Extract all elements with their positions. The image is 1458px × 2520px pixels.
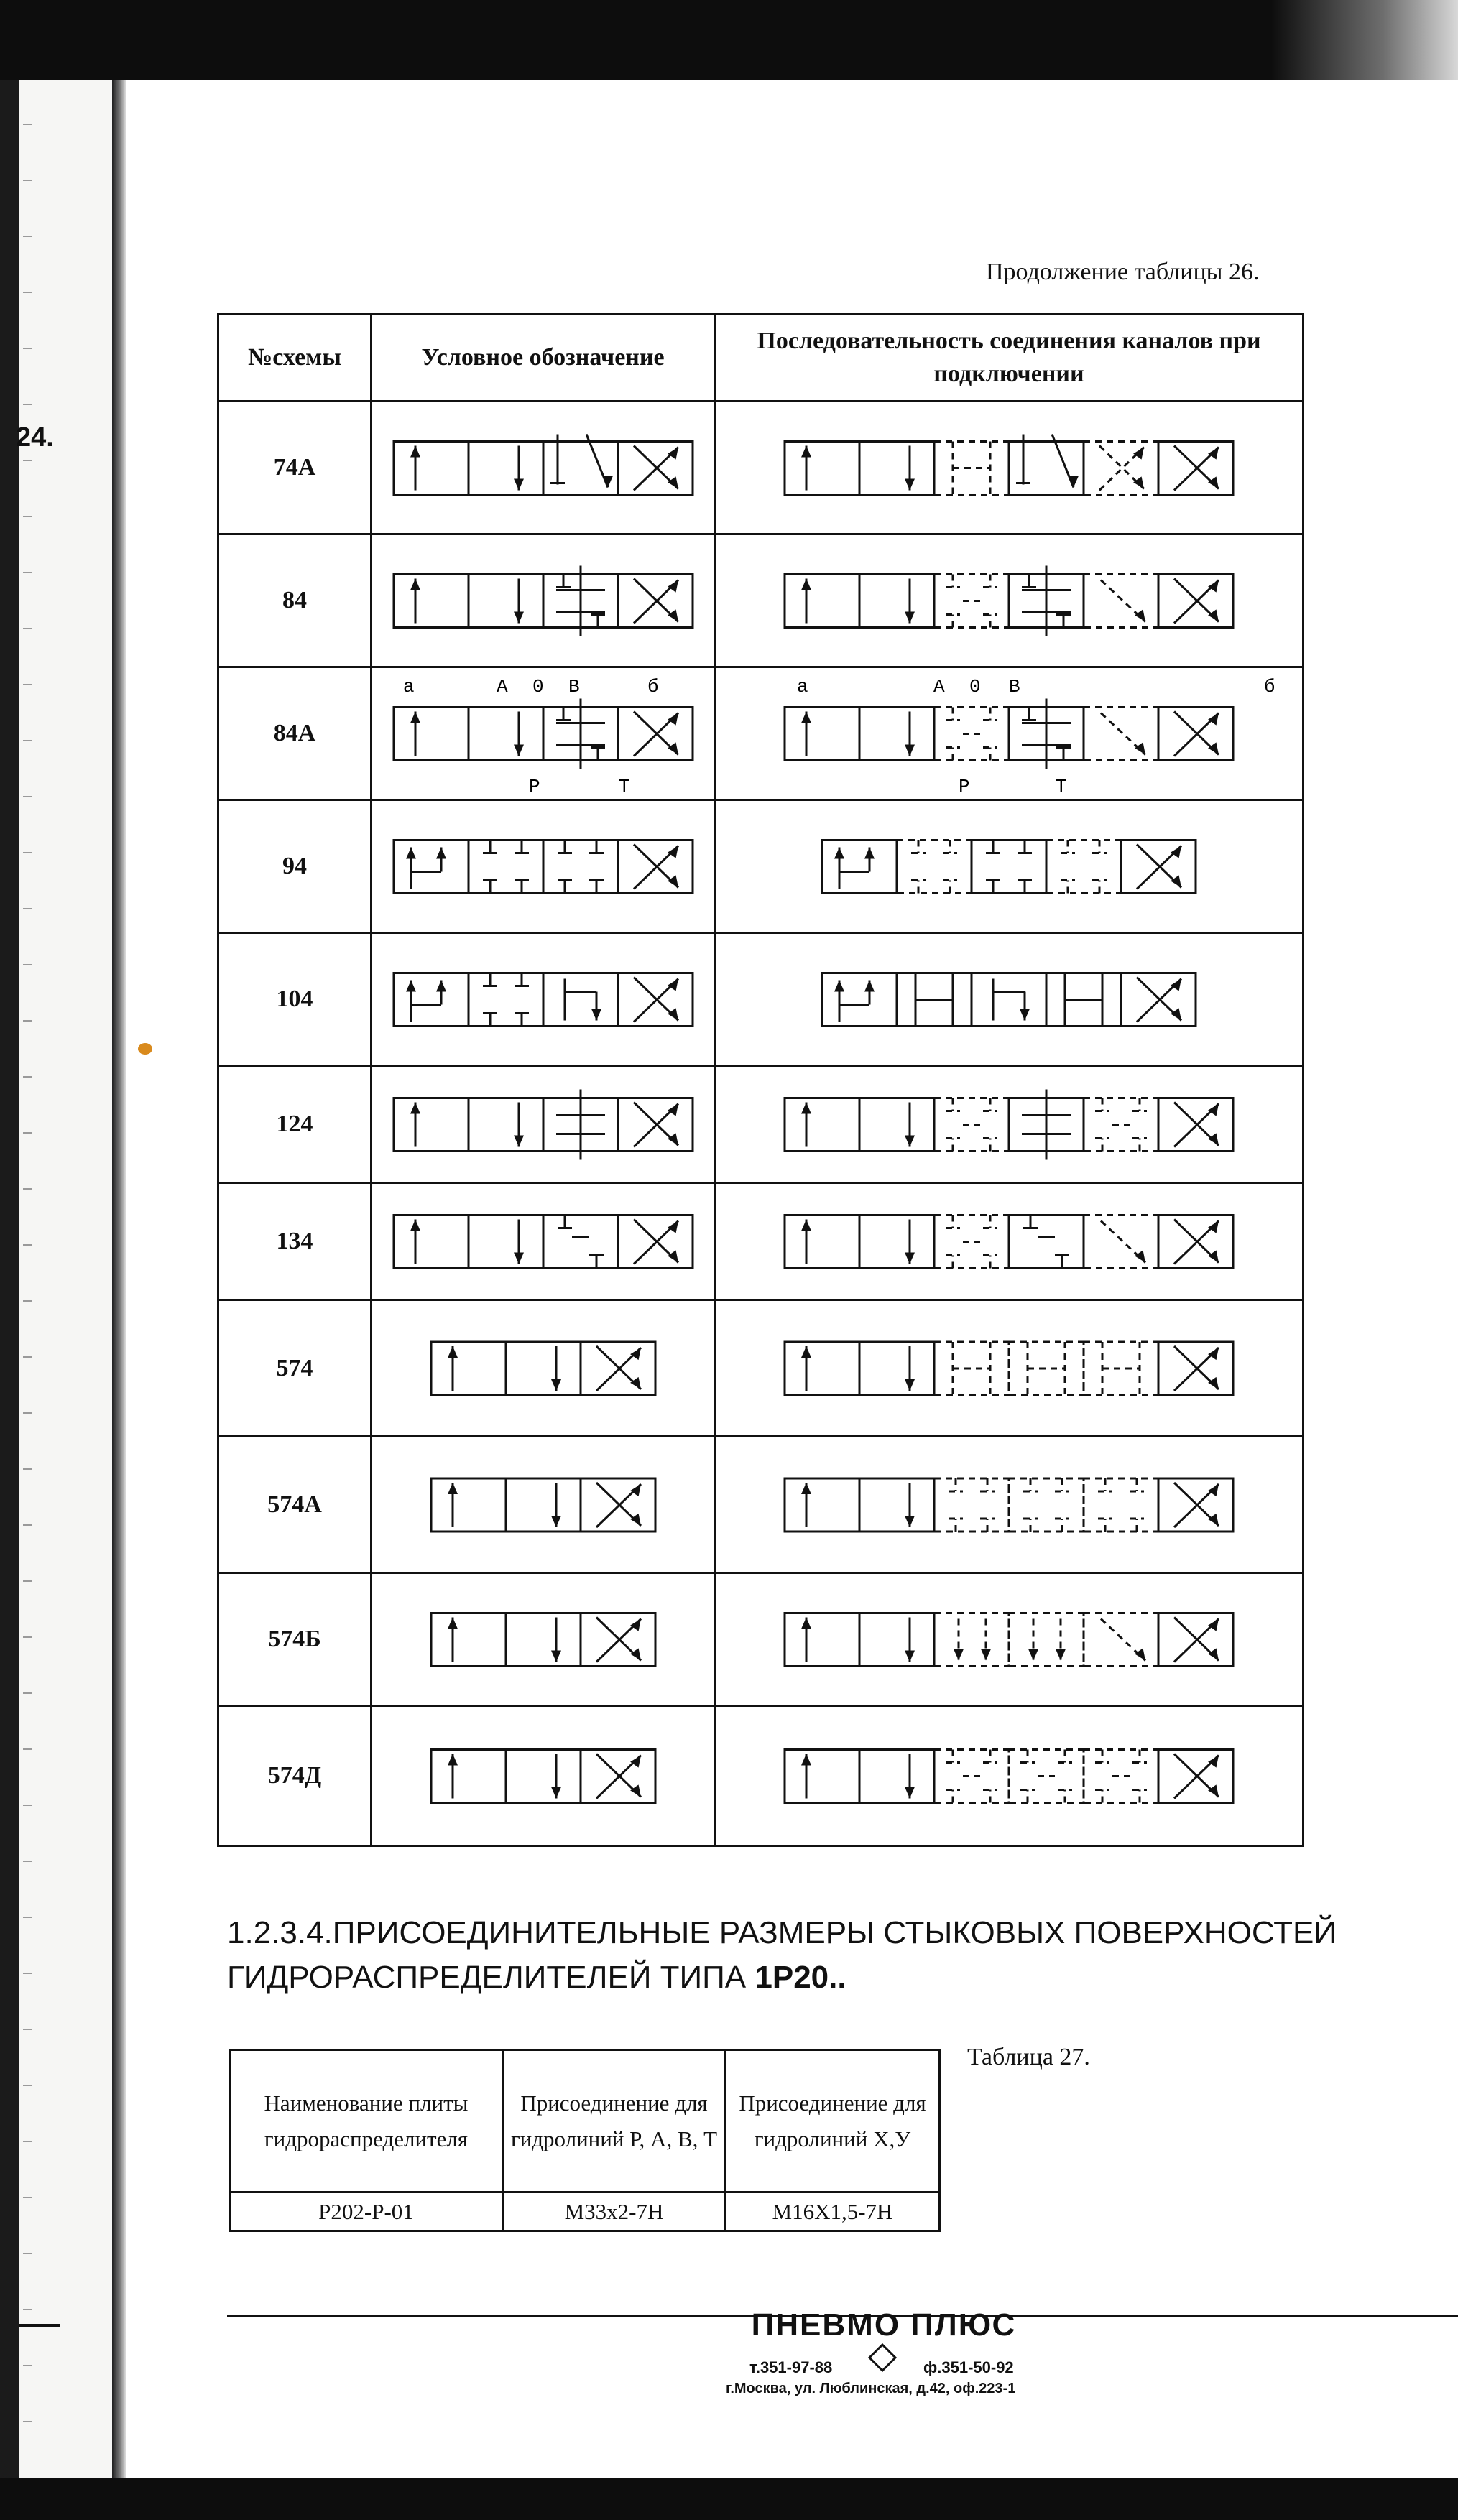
adjacent-page-rule [19, 2324, 60, 2327]
scheme-number: 134 [218, 1183, 372, 1300]
channel-sequence-diagram [718, 1710, 1300, 1842]
table-row [218, 1573, 1304, 1706]
adjacent-page-label: 24. [16, 422, 54, 453]
page-tick [23, 292, 32, 293]
page-tick [23, 628, 32, 629]
scheme-number: 84А [218, 667, 372, 800]
port-label: 0 [969, 675, 981, 698]
channel-sequence-diagram [718, 1187, 1300, 1296]
scheme-symbol [372, 1183, 715, 1300]
table-26 [217, 313, 1304, 1847]
page-tick [23, 1300, 32, 1302]
book-gutter [112, 80, 126, 2478]
port-label: А [933, 675, 945, 698]
page-tick [23, 1748, 32, 1750]
page-tick [23, 1805, 32, 1806]
table-row [218, 667, 1304, 800]
scan-top-border [0, 0, 1458, 80]
page-tick [23, 1580, 32, 1582]
page-tick [23, 2085, 32, 2086]
section-title-line2 [227, 1955, 1348, 2000]
channel-sequence-diagram [718, 672, 1300, 796]
channel-sequence [715, 933, 1304, 1066]
scheme-symbol [372, 534, 715, 667]
channel-sequence [715, 402, 1304, 534]
valve-symbol-diagram [374, 1187, 712, 1296]
table-row [218, 1183, 1304, 1300]
page-tick [23, 1356, 32, 1358]
page-tick [23, 1524, 32, 1526]
page-tick [23, 1861, 32, 1862]
valve-symbol-diagram [374, 1578, 712, 1702]
footer-address: г.Москва, ул. Люблинская, д.42, оф.223-1 [726, 2381, 1016, 2396]
channel-sequence-diagram [718, 406, 1300, 530]
page-tick [23, 2309, 32, 2310]
header-channel-sequence: Последовательность соединения каналов при подключении [715, 315, 1304, 402]
page-tick [23, 348, 32, 349]
section-title-line1: 1.2.3.4.ПРИСОЕДИНИТЕЛЬНЫЕ РАЗМЕРЫ СТЫКОВЫХ ПОВЕРХНОСТЕЙ [227, 1915, 1337, 1950]
scheme-symbol [372, 1300, 715, 1437]
page-tick [23, 2421, 32, 2422]
channel-sequence [715, 1437, 1304, 1573]
scheme-number: 94 [218, 800, 372, 933]
t27-cell-plate: Р202-Р-01 [230, 2192, 503, 2231]
page-tick [23, 236, 32, 237]
channel-sequence-diagram [718, 1578, 1300, 1702]
page-tick [23, 1692, 32, 1694]
scheme-number: 574Д [218, 1706, 372, 1846]
channel-sequence-diagram [718, 1070, 1300, 1179]
footer-phone: т.351-97-88 [749, 2358, 833, 2376]
scheme-symbol [372, 933, 715, 1066]
t27-cell-xy: М16Х1,5-7Н [726, 2192, 940, 2231]
scan-spot [138, 1043, 152, 1055]
page-tick [23, 684, 32, 685]
port-label: А [496, 675, 508, 698]
page-tick [23, 1076, 32, 1078]
valve-symbol-diagram [374, 1305, 712, 1432]
company-logo: ПНЕВМО ПЛЮС [751, 2307, 1017, 2343]
port-label: Р [528, 775, 540, 796]
channel-sequence-diagram [718, 937, 1300, 1062]
page-tick [23, 1973, 32, 1974]
table-row [218, 800, 1304, 933]
valve-symbol-diagram [374, 1710, 712, 1842]
channel-sequence [715, 1300, 1304, 1437]
page-tick [23, 1132, 32, 1134]
scheme-number: 104 [218, 933, 372, 1066]
page-tick [23, 124, 32, 125]
scheme-number: 574А [218, 1437, 372, 1573]
port-label: Р [959, 775, 970, 796]
scheme-number: 574 [218, 1300, 372, 1437]
valve-symbol-diagram [374, 539, 712, 663]
valve-symbol-diagram [374, 1070, 712, 1179]
channel-sequence-diagram [718, 539, 1300, 663]
table-row [230, 2192, 940, 2231]
t27-header-plate-name: Наименование плиты гидрораспределителя [230, 2050, 503, 2192]
table27-caption: Таблица 27. [967, 2044, 1090, 2070]
page-tick [23, 516, 32, 517]
page-tick [23, 852, 32, 853]
scheme-symbol [372, 402, 715, 534]
scheme-number: 84 [218, 534, 372, 667]
page-tick [23, 2197, 32, 2198]
header-scheme-number: №схемы [218, 315, 372, 402]
scheme-symbol [372, 667, 715, 800]
page-tick [23, 1244, 32, 1246]
valve-symbol-diagram [374, 937, 712, 1062]
page-tick [23, 1917, 32, 1918]
t27-header-xy-connection: Присоединение для гидролиний Х,У [726, 2050, 940, 2192]
scheme-symbol [372, 800, 715, 933]
channel-sequence [715, 1706, 1304, 1846]
port-label: Т [1056, 775, 1067, 796]
header-symbol: Условное обозначение [372, 315, 715, 402]
channel-sequence-diagram [718, 1305, 1300, 1432]
table-row [218, 534, 1304, 667]
port-label: б [647, 675, 659, 698]
t27-header-prat-connection: Присоединение для гидролиний Р, А, В, Т [503, 2050, 726, 2192]
page-tick [23, 2253, 32, 2254]
page-tick [23, 460, 32, 461]
valve-symbol-diagram [374, 672, 712, 796]
table-row [218, 1437, 1304, 1573]
table-row [218, 1066, 1304, 1183]
scheme-number: 574Б [218, 1573, 372, 1706]
channel-sequence [715, 534, 1304, 667]
channel-sequence [715, 667, 1304, 800]
scheme-symbol [372, 1066, 715, 1183]
valve-symbol-diagram [374, 805, 712, 929]
port-label: а [797, 675, 808, 698]
t27-cell-prat: М33х2-7Н [503, 2192, 726, 2231]
page-tick [23, 2365, 32, 2366]
page-tick [23, 180, 32, 181]
table27-header-row [230, 2050, 940, 2192]
port-label: Т [618, 775, 630, 796]
section-title-line2-text: ГИДРОРАСПРЕДЕЛИТЕЛЕЙ ТИПА [227, 1960, 747, 1995]
port-label: В [1009, 675, 1020, 698]
scheme-symbol [372, 1706, 715, 1846]
channel-sequence [715, 1066, 1304, 1183]
table26-header-row [218, 315, 1304, 402]
page-tick [23, 2029, 32, 2030]
scan-bottom-border [0, 2478, 1458, 2520]
section-title-type: 1Р20.. [755, 1960, 846, 1995]
channel-sequence-diagram [718, 1441, 1300, 1569]
scheme-symbol [372, 1573, 715, 1706]
diamond-logo-icon [868, 2343, 897, 2372]
page-tick [23, 1020, 32, 1022]
page-tick [23, 1468, 32, 1470]
scheme-symbol [372, 1437, 715, 1573]
table-27 [229, 2049, 941, 2232]
page-tick [23, 404, 32, 405]
scheme-number: 74А [218, 402, 372, 534]
port-label: 0 [532, 675, 544, 698]
page-tick [23, 964, 32, 965]
valve-symbol-diagram [374, 1441, 712, 1569]
port-label: а [402, 675, 415, 698]
channel-sequence [715, 800, 1304, 933]
page-tick [23, 908, 32, 909]
table-row [218, 933, 1304, 1066]
scheme-number: 124 [218, 1066, 372, 1183]
valve-symbol-diagram [374, 406, 712, 530]
section-title [227, 1911, 1348, 2000]
table-row [218, 1706, 1304, 1846]
page-tick [23, 572, 32, 573]
table-row [218, 1300, 1304, 1437]
port-label: В [568, 675, 580, 698]
page-tick [23, 2141, 32, 2142]
table26-caption: Продолжение таблицы 26. [986, 259, 1260, 285]
channel-sequence [715, 1573, 1304, 1706]
channel-sequence-diagram [718, 805, 1300, 929]
port-label: б [1264, 675, 1275, 698]
page-tick [23, 1636, 32, 1638]
footer-fax: ф.351-50-92 [923, 2358, 1014, 2376]
page-tick [23, 1412, 32, 1414]
channel-sequence [715, 1183, 1304, 1300]
page-tick [23, 740, 32, 741]
page-tick [23, 1188, 32, 1190]
page-tick [23, 796, 32, 797]
table-row [218, 402, 1304, 534]
